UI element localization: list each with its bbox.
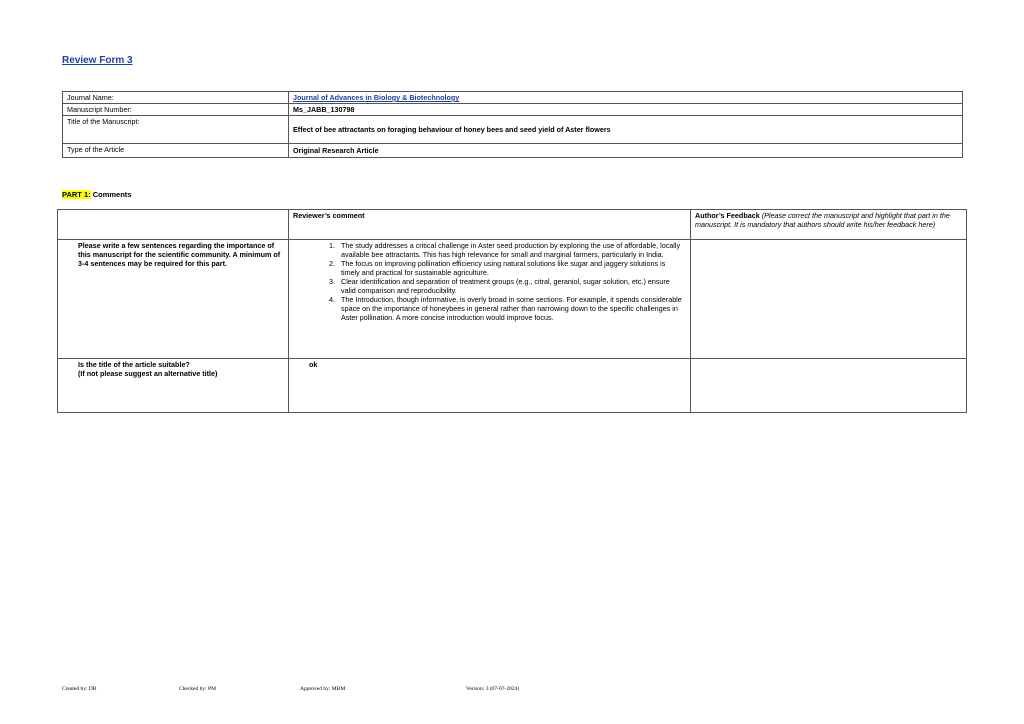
part-heading [62,190,131,199]
article-type-value: Original Research Article [289,144,963,158]
title-suitability-answer: ok [289,359,691,413]
part-highlight: PART 1: [62,190,91,199]
importance-question: Please write a few sentences regarding the importance of this manuscript for the scientific community. A minimum of 3-4 sentences may be required for this part. [58,240,289,359]
comment-item: 3. Clear identification and separation of treatment groups (e.g., citral, geraniol, sugar solution, etc.) ensure valid comparison and reproducibility. [337,277,686,295]
importance-comments [289,240,691,359]
title-suitability-question: Is the title of the article suitable? (If not please suggest an alternative title) [58,359,289,413]
importance-author-feedback[interactable] [691,240,967,359]
manuscript-title-value: Effect of bee attractants on foraging behaviour of honey bees and seed yield of Aster flowers [289,116,963,144]
author-feedback-header: Author’s Feedback (Please correct the manuscript and highlight that part in the manuscript. It is mandatory that authors should write his/her feedback here) [691,210,967,240]
article-type-label: Type of the Article [63,144,289,158]
journal-name-link[interactable]: Journal of Advances in Biology & Biotechnology [293,93,460,102]
footer-created: Created by: DR [62,686,97,692]
manuscript-info-table [62,91,963,158]
journal-label: Journal Name: [63,92,289,104]
comment-item: 4. The Introduction, though informative, is overly broad in some sections. For example, it spends considerable space on the importance of honeybees in general rather than narrowing down to the specific challenges in Aster pollination. A more concise introduction would improve focus. [337,295,686,322]
manuscript-number-value: Ms_JABB_130798 [289,104,963,116]
form-title: Review Form 3 [62,55,133,66]
reviewer-comment-header: Reviewer’s comment [289,210,691,240]
part-rest: Comments [90,190,132,199]
comment-item: 1. The study addresses a critical challenge in Aster seed production by exploring the use of affordable, locally available bee attractants. This has high relevance for small and marginal farmers, particularly in India. [337,241,686,259]
manuscript-title-label: Title of the Manuscript: [63,116,289,144]
comment-item: 2. The focus on improving pollination efficiency using natural solutions like sugar and jaggery solutions is timely and practical for sustainable agriculture. [337,259,686,277]
manuscript-number-label: Manuscript Number: [63,104,289,116]
empty-header-cell [58,210,289,240]
footer-approved: Approved by: MBM [300,686,346,692]
title-author-feedback[interactable] [691,359,967,413]
footer-version: Version: 3 (07-07-2024) [466,686,520,692]
footer-checked: Checked by: PM [179,686,216,692]
comments-table [57,209,967,413]
